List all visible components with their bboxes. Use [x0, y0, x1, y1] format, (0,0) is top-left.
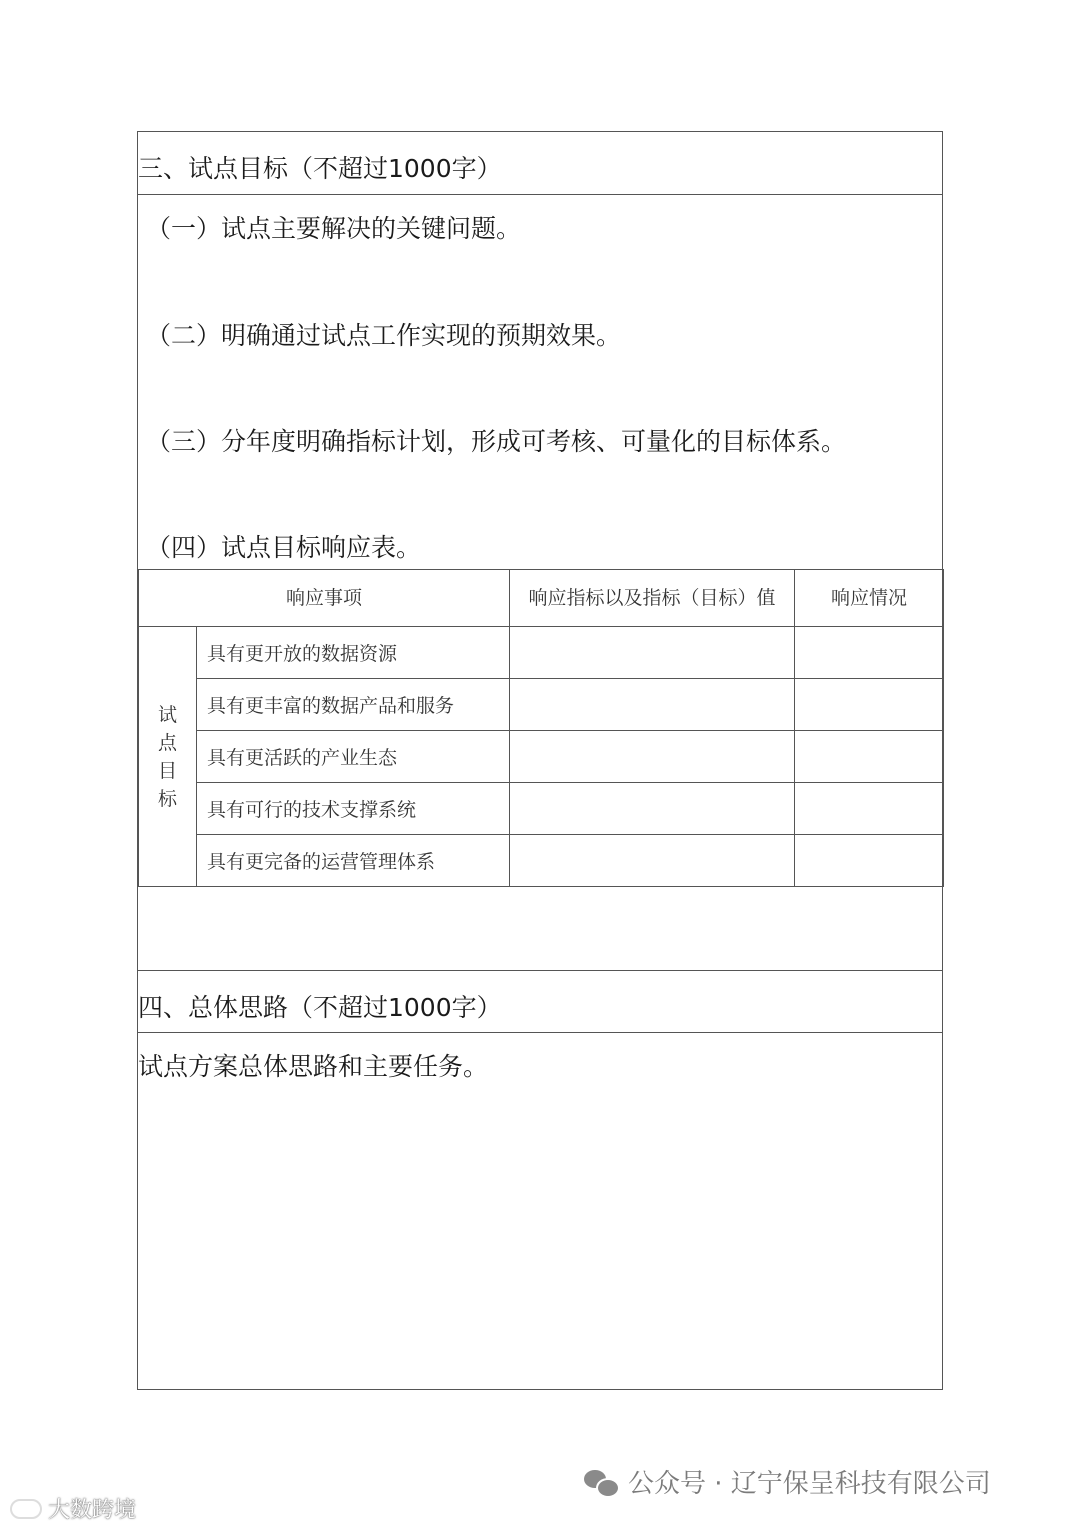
divider — [138, 194, 942, 195]
header-item: 响应事项 — [139, 570, 510, 627]
section4-body: 试点方案总体思路和主要任务。 — [138, 1052, 489, 1081]
table-row — [139, 627, 944, 679]
goal-cell: 具有更完备的运营管理体系 — [197, 835, 510, 887]
response-table — [138, 569, 944, 887]
status-cell[interactable] — [795, 835, 944, 887]
section3-item-4: （四）试点目标响应表。 — [146, 533, 422, 562]
header-indicator: 响应指标以及指标（目标）值 — [510, 570, 795, 627]
footer-account — [584, 1463, 991, 1500]
status-cell[interactable] — [795, 627, 944, 679]
indicator-cell[interactable] — [510, 627, 795, 679]
table-row — [139, 679, 944, 731]
row-group-cell — [139, 627, 197, 887]
wechat-icon — [584, 1468, 618, 1496]
table-header-row — [139, 570, 944, 627]
indicator-cell[interactable] — [510, 783, 795, 835]
section3-title: 三、试点目标（不超过1000字） — [138, 154, 502, 183]
status-cell[interactable] — [795, 731, 944, 783]
header-status: 响应情况 — [795, 570, 944, 627]
goal-cell: 具有更开放的数据资源 — [197, 627, 510, 679]
watermark — [10, 1493, 136, 1524]
status-cell[interactable] — [795, 783, 944, 835]
section4-title: 四、总体思路（不超过1000字） — [138, 993, 502, 1022]
section3-item-3: （三）分年度明确指标计划，形成可考核、可量化的目标体系。 — [146, 427, 847, 456]
row-group-label: 试点目标 — [157, 703, 177, 810]
section3-item-1: （一）试点主要解决的关键问题。 — [146, 214, 522, 243]
section3-item-2: （二）明确通过试点工作实现的预期效果。 — [146, 321, 622, 350]
watermark-text: 大数跨境 — [48, 1498, 137, 1523]
table-row — [139, 731, 944, 783]
divider — [138, 1032, 942, 1033]
indicator-cell[interactable] — [510, 731, 795, 783]
divider — [138, 970, 942, 971]
goal-cell: 具有可行的技术支撑系统 — [197, 783, 510, 835]
table-row — [139, 835, 944, 887]
indicator-cell[interactable] — [510, 835, 795, 887]
indicator-cell[interactable] — [510, 679, 795, 731]
watermark-logo-icon — [10, 1499, 42, 1519]
footer-account-text: 公众号 · 辽宁保呈科技有限公司 — [628, 1469, 991, 1499]
goal-cell: 具有更活跃的产业生态 — [197, 731, 510, 783]
form-frame — [137, 131, 943, 1390]
table-row — [139, 783, 944, 835]
goal-cell: 具有更丰富的数据产品和服务 — [197, 679, 510, 731]
status-cell[interactable] — [795, 679, 944, 731]
